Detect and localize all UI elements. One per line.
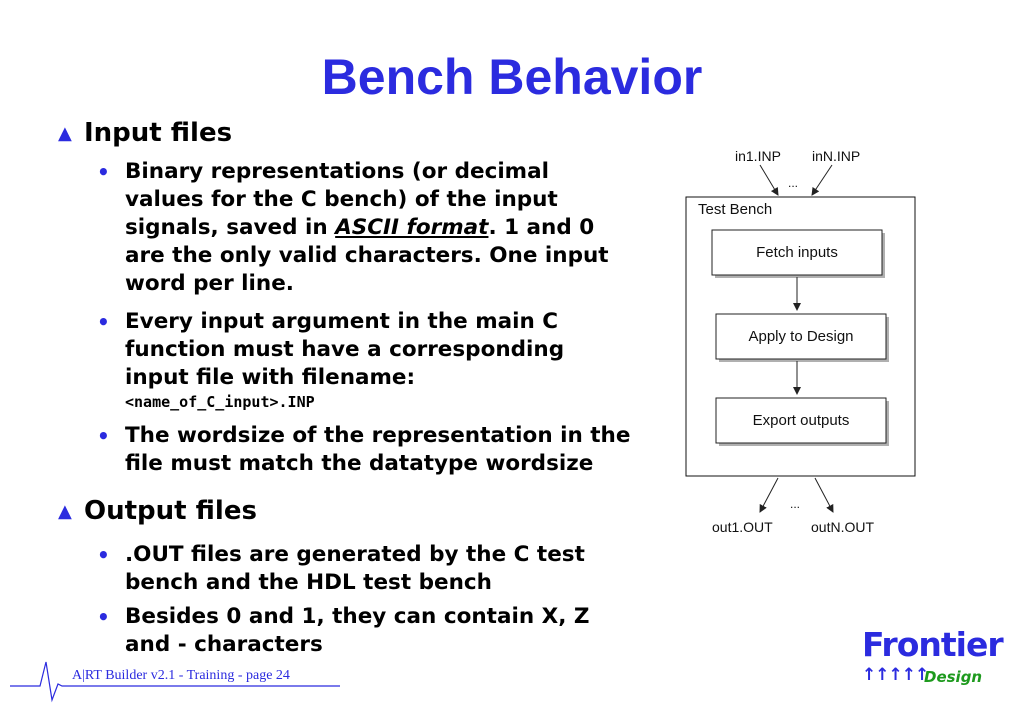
bullet-dot-icon: • [97, 605, 110, 629]
input-arrow-1 [760, 165, 778, 195]
section-heading-label: Input files [84, 118, 233, 148]
bullet-line: function must have a corresponding [125, 337, 565, 362]
bullet-line: and - characters [125, 632, 323, 657]
caret-bullet-icon: ▲ [58, 501, 72, 522]
bullet-line: values for the C bench) of the input [125, 187, 558, 212]
step-label: Fetch inputs [756, 244, 838, 261]
footer-text: A|RT Builder v2.1 - Training - page 24 [72, 668, 290, 683]
bullet-text: signals, saved in [125, 215, 336, 240]
input-file-label-n: inN.INP [812, 148, 861, 164]
input-ellipsis: ... [788, 176, 799, 190]
output-file-label-1: out1.OUT [712, 519, 773, 535]
ascii-format-link[interactable]: ASCII format [335, 215, 489, 240]
bullet-line: bench and the HDL test bench [125, 570, 492, 595]
bullet-line: Every input argument in the main C [125, 309, 559, 334]
step-fetch-inputs [712, 230, 885, 278]
bullet-dot-icon: • [97, 160, 110, 184]
test-bench-label: Test Bench [698, 201, 773, 218]
bullet-line: Binary representations (or decimal [125, 159, 549, 184]
bullet-line: .OUT files are generated by the C test [125, 542, 585, 567]
output-arrow-1 [760, 478, 778, 512]
output-ellipsis: ... [790, 497, 801, 511]
bullet-line: Besides 0 and 1, they can contain X, Z [125, 604, 590, 629]
logo-design-text: Design [924, 668, 983, 686]
step-export-outputs [716, 398, 889, 446]
input-arrow-n [812, 165, 832, 195]
bullet-line: file must match the datatype wordsize [125, 451, 594, 476]
slide-title: Bench Behavior [321, 49, 703, 105]
bullet-line: The wordsize of the representation in the [125, 423, 631, 448]
filename-code: <name_of_C_input>.INP [125, 393, 315, 411]
bullet-line: are the only valid characters. One input [125, 243, 609, 268]
step-label: Export outputs [752, 412, 850, 429]
output-arrow-n [815, 478, 833, 512]
bullet-dot-icon: • [97, 310, 110, 334]
step-label: Apply to Design [748, 328, 854, 345]
step-apply-to-design [716, 314, 889, 362]
bullet-dot-icon: • [97, 543, 110, 567]
caret-bullet-icon: ▲ [58, 123, 72, 144]
bullet-line: input file with filename: [125, 365, 416, 390]
frontier-logo: Frontier [862, 625, 1003, 664]
input-file-label-1: in1.INP [735, 148, 781, 164]
bullet-line: word per line. [125, 271, 294, 296]
section-heading-label: Output files [84, 496, 257, 526]
bullet-text: . 1 and 0 [488, 215, 595, 240]
bullet-dot-icon: • [97, 424, 110, 448]
output-file-label-n: outN.OUT [811, 519, 875, 535]
logo-arrows-icon: ↑↑↑↑↑ [862, 665, 929, 685]
